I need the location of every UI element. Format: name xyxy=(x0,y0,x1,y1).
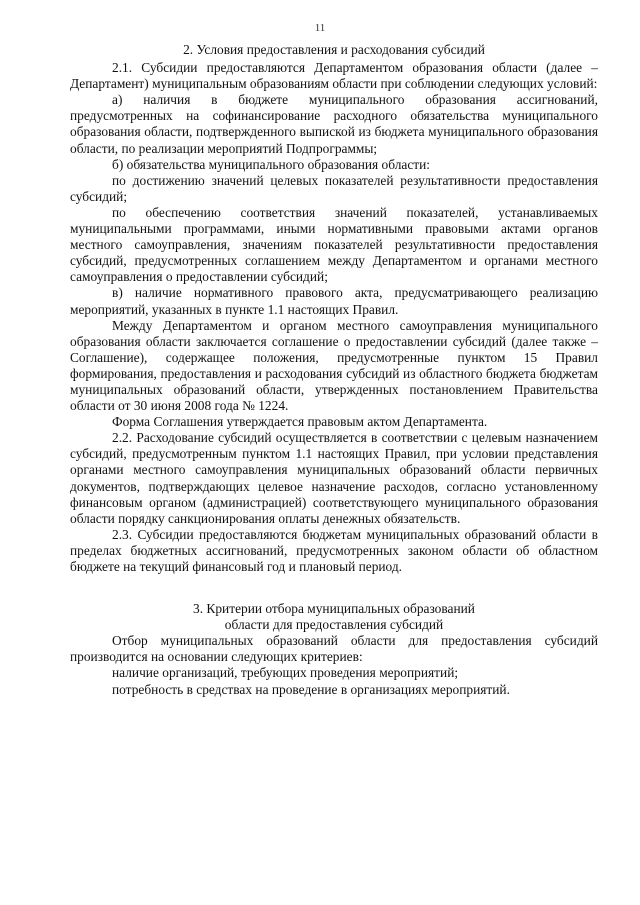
paragraph-agreement: Между Департаментом и органом местного самоуправления муниципального образования области заключается соглашение о предоставлении субсидий (далее также – Соглашение), содержащее положения, предусмотренные пунктом 15 Правил формирования, предоставления и расходования субсидий из областного бюджета бюджетам муниципальных образований области, утвержденных постановлением Правительства области от 30 июня 2008 года № 1224. xyxy=(70,317,598,414)
paragraph-condition-b: б) обязательства муниципального образования области: xyxy=(112,156,431,172)
paragraph-criterion-1: наличие организаций, требующих проведения мероприятий; xyxy=(112,665,459,681)
paragraph-2-2: 2.2. Расходование субсидий осуществляется в соответствии с целевым назначением субсидий, предусмотренным пунктом 1.1 настоящих Правил, при условии представления органами местного самоуправления муниципальных образований области первичных документов, подтверждающих целевое назначение расходов, согласно установленному финансовым органом (администрацией) соответствующего муниципального образования области порядку санкционирования оплаты денежных обязательств. xyxy=(70,430,598,526)
paragraph-2-1: 2.1. Субсидии предоставляются Департаментом образования области (далее – Департамент) муниципальным образованиям области при соблюдении следующих условий: xyxy=(70,60,598,92)
section-3-title-line-1: 3. Критерии отбора муниципальных образований xyxy=(193,601,475,617)
paragraph-agreement-form: Форма Соглашения утверждается правовым актом Департамента. xyxy=(112,414,488,430)
paragraph-condition-b-1: по достижению значений целевых показателей результативности предоставления субсидий; xyxy=(70,172,598,204)
paragraph-2-3: 2.3. Субсидии предоставляются бюджетам муниципальных образований области в пределах бюджетных ассигнований, предусмотренных законом области об областном бюджете на текущий финансовый год и плановый период. xyxy=(70,526,598,574)
paragraph-condition-a: а) наличия в бюджете муниципального образования ассигнований, предусмотренных на софинансирование расходного обязательства муниципального образования области, подтвержденного выпиской из бюджета муниципального образования области, по реализации мероприятий Подпрограммы; xyxy=(70,92,598,156)
document-body xyxy=(70,42,598,698)
paragraph-condition-b-2: по обеспечению соответствия значений показателей, устанавливаемых муниципальными программами, иными нормативными правовыми актами органов местного самоуправления, значениям показателей результативности предоставления субсидий, предусмотренных соглашением между Департаментом и органами местного самоуправления о предоставлении субсидий; xyxy=(70,204,598,285)
section-3-title-line-2: области для предоставления субсидий xyxy=(224,617,444,633)
paragraph-selection: Отбор муниципальных образований области для предоставления субсидий производится на основании следующих критериев: xyxy=(70,633,598,665)
paragraph-condition-v: в) наличие нормативного правового акта, предусматривающего реализацию мероприятий, указанных в пункте 1.1 настоящих Правил. xyxy=(70,285,598,317)
section-2-title: 2. Условия предоставления и расходования субсидий xyxy=(183,42,485,57)
section-3-title xyxy=(70,601,598,633)
paragraph-criterion-2: потребность в средствах на проведение в организациях мероприятий. xyxy=(112,681,510,697)
page-number: 11 xyxy=(314,22,326,34)
